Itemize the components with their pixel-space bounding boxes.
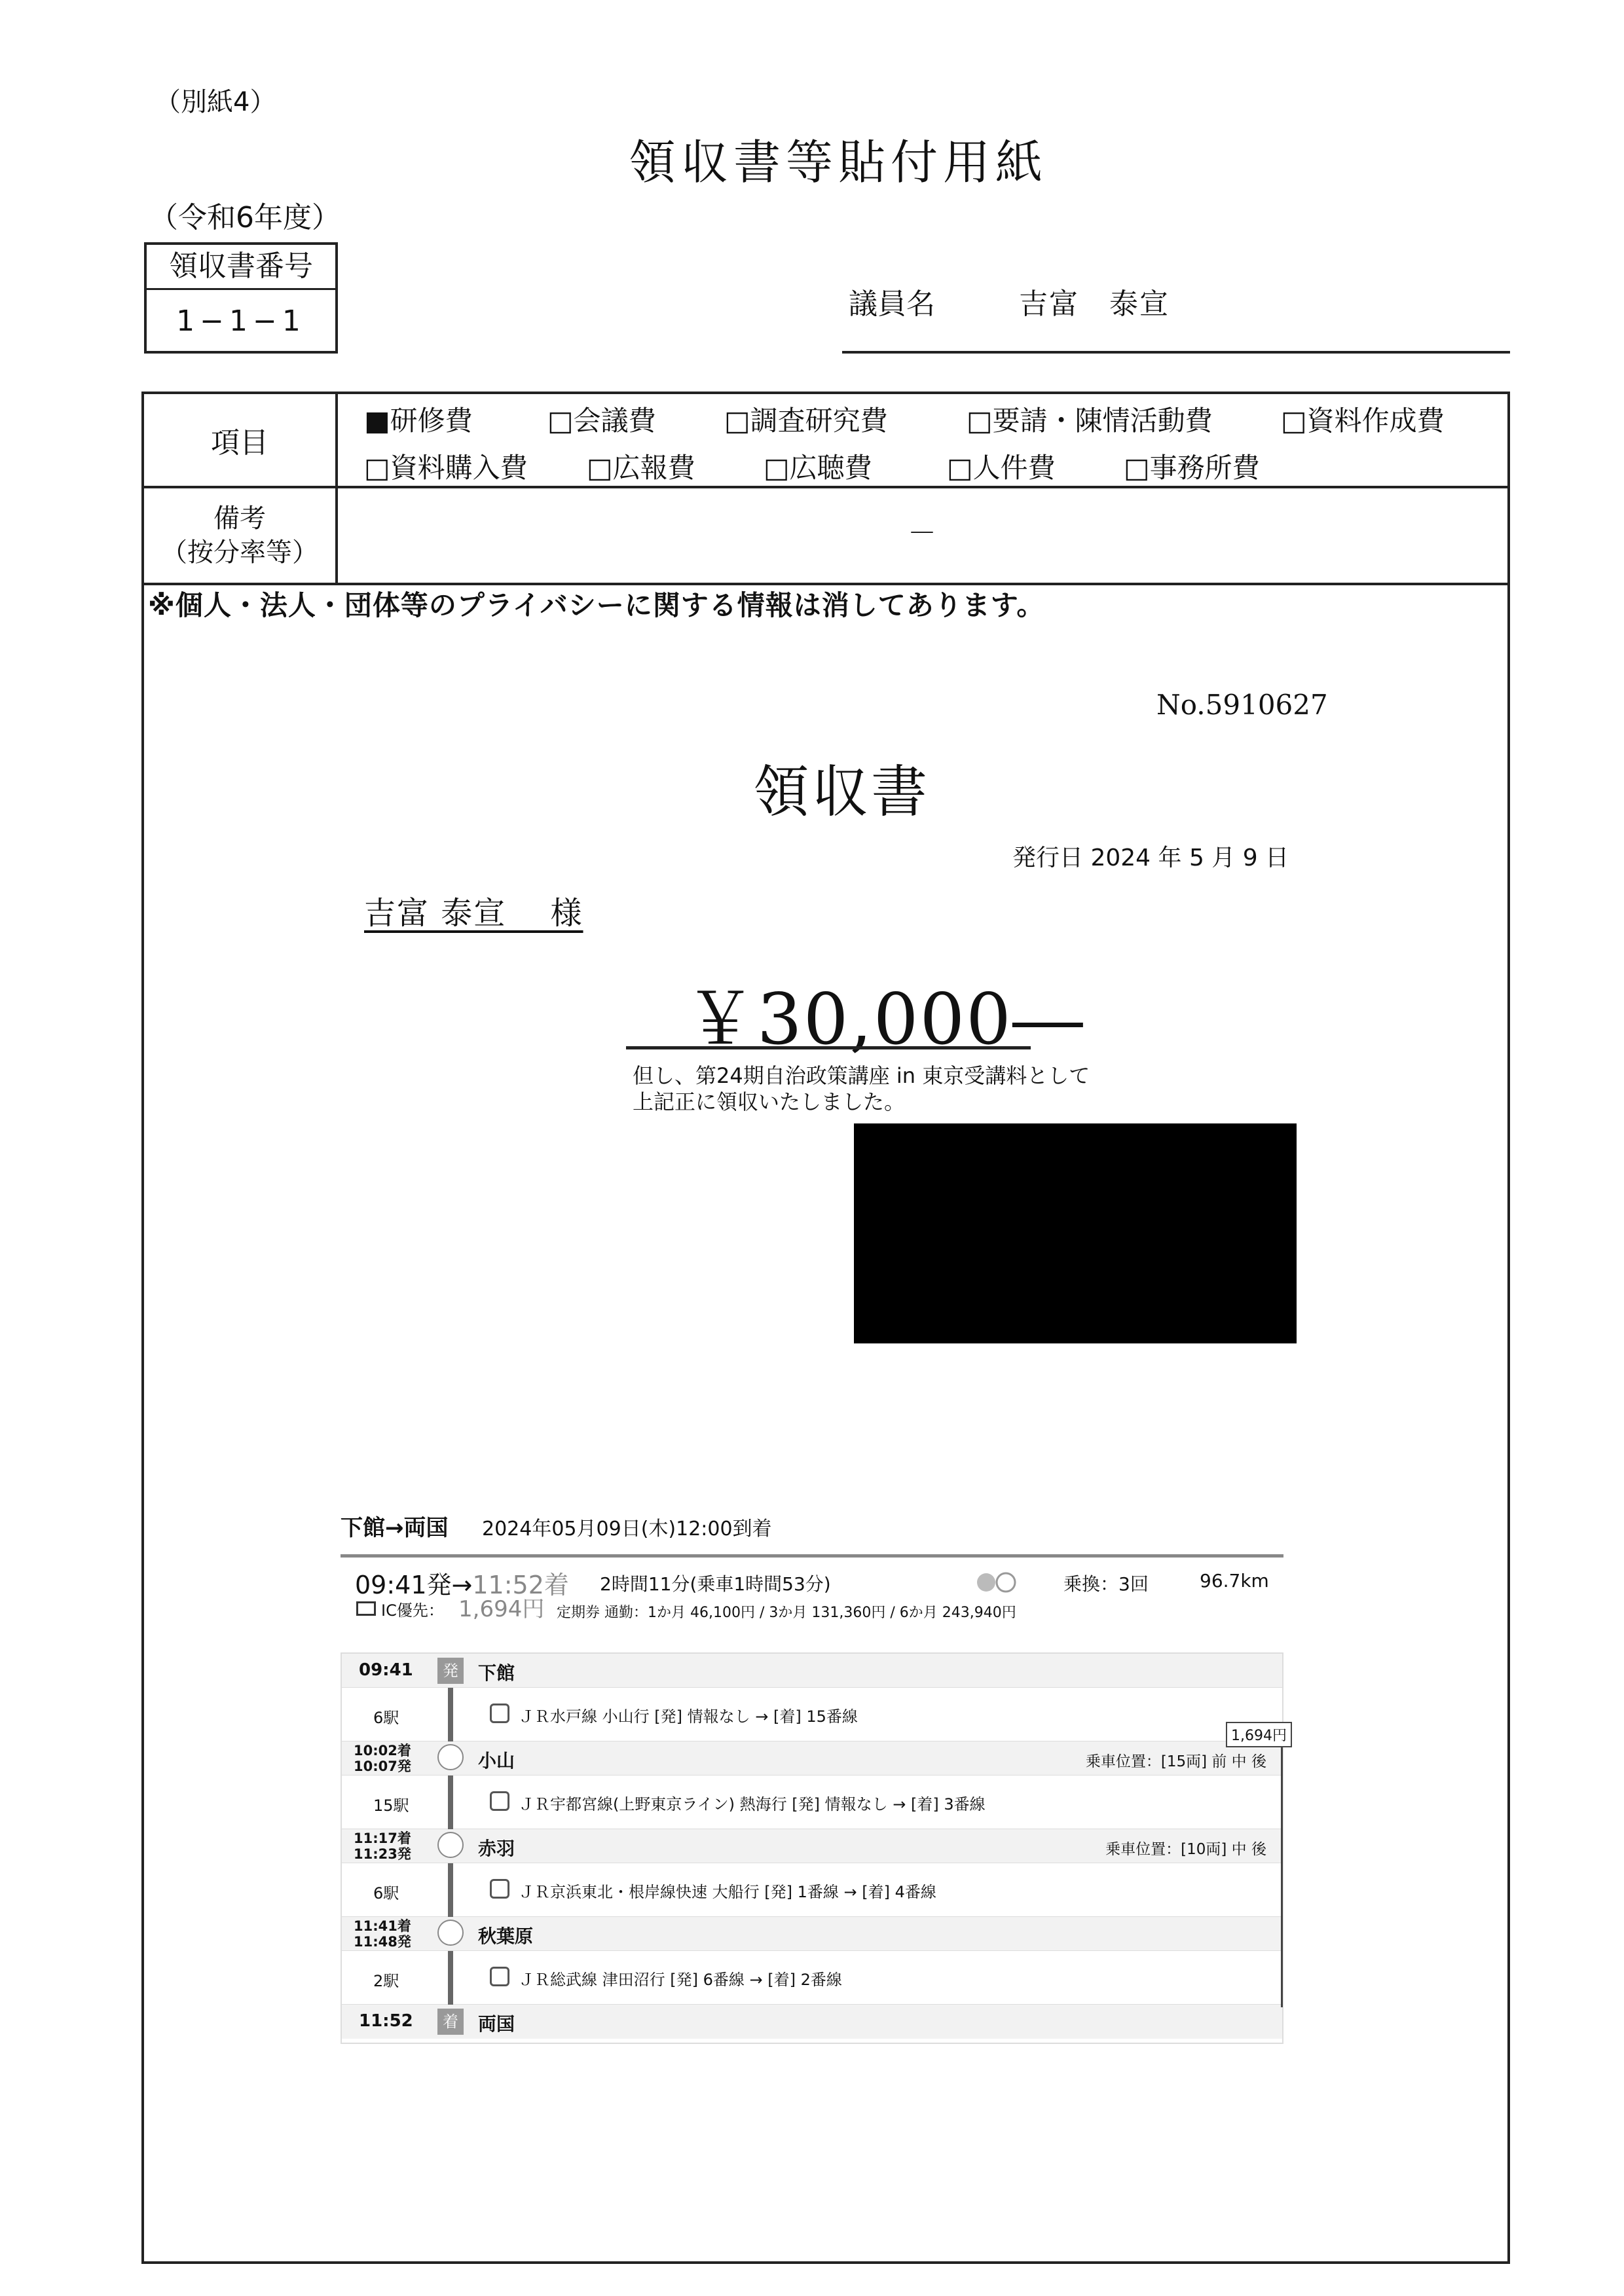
segment-line-info: ＪＲ宇都宮線(上野東京ライン) 熱海行 [発] 情報なし → [着] 3番線 — [519, 1795, 986, 1813]
station-name: 下館 — [478, 1662, 515, 1684]
segment-stop-count: 6駅 — [373, 1884, 399, 1903]
route-line-bar — [448, 1863, 453, 1917]
route-arrival-datetime: 2024年05月09日(木)12:00到着 — [482, 1518, 772, 1540]
item-label: 項目 — [211, 426, 268, 460]
fiscal-year: （令和6年度） — [149, 201, 341, 234]
station-row-akabane — [342, 1829, 1282, 1863]
category-material-creation: □資料作成費 — [1281, 405, 1445, 437]
note-row — [141, 488, 1510, 585]
document-title: 領収書等貼付用紙 — [629, 135, 1048, 190]
receipt-number-value: 1−1−1 — [176, 304, 306, 338]
category-office: □事務所費 — [1124, 452, 1260, 484]
arrival-badge: 着 — [437, 2009, 464, 2035]
segment-line-info: ＪＲ水戸線 小山行 [発] 情報なし → [着] 15番線 — [519, 1707, 858, 1726]
transfer-circle-icon — [437, 1744, 464, 1770]
station-departure-time: 10:07発 — [354, 1758, 411, 1774]
fare-type-icons — [976, 1571, 1018, 1594]
receipt-title: 領収書 — [753, 759, 930, 825]
segment-row-sobu-line — [342, 1951, 1282, 2005]
ic-priority-label: IC優先： — [381, 1601, 444, 1620]
segment-row-mito-line — [342, 1688, 1282, 1741]
discount-icon — [997, 1573, 1015, 1592]
segment-row-utsunomiya-line — [342, 1776, 1282, 1829]
receipt-amount: ￥30,000― — [685, 979, 1084, 1061]
receipt-note-line2: 上記正に領収いたしました。 — [633, 1089, 906, 1114]
station-time: 09:41 — [359, 1660, 413, 1680]
station-row-oyama — [342, 1741, 1282, 1776]
station-arrival-time: 10:02着 — [354, 1743, 411, 1758]
privacy-notice: ※個人・法人・団体等のプライバシーに関する情報は消してあります。 — [148, 589, 1045, 621]
station-row-ryogoku — [342, 2005, 1282, 2039]
category-material-purchase: □資料購入費 — [364, 452, 528, 484]
car-position: 乗車位置：[15両] 前 中 後 — [1085, 1753, 1266, 1770]
summary-arrive-time: 11:52着 — [472, 1571, 569, 1599]
route-line-bar — [448, 1688, 453, 1741]
receipt-number-label: 領収書番号 — [147, 245, 335, 290]
route-line-bar — [448, 1776, 453, 1829]
note-label — [141, 501, 338, 570]
category-training: ■研修費 — [364, 405, 473, 437]
category-public-hearing: □広聴費 — [764, 452, 872, 484]
train-icon — [490, 1791, 509, 1811]
station-time: 11:52 — [359, 2011, 413, 2031]
ic-fare: 1,694円 — [458, 1596, 545, 1622]
segment-line-info: ＪＲ総武線 津田沼行 [発] 6番線 → [着] 2番線 — [519, 1971, 842, 1989]
category-petition: □要請・陳情活動費 — [967, 405, 1213, 437]
segment-stop-count: 6駅 — [373, 1709, 399, 1727]
segment-row-keihin-tohoku-line — [342, 1863, 1282, 1917]
station-departure-time: 11:23発 — [354, 1846, 411, 1862]
note-label-line2: （按分率等） — [161, 538, 318, 568]
station-arrival-time: 11:41着 — [354, 1918, 411, 1934]
summary-distance: 96.7km — [1200, 1570, 1269, 1592]
ic-card-icon — [977, 1573, 995, 1592]
transfer-circle-icon — [437, 1832, 464, 1858]
station-name: 小山 — [478, 1750, 515, 1772]
receipt-recipient: 吉富 泰宣 様 — [364, 895, 583, 932]
station-name: 秋葉原 — [478, 1925, 534, 1947]
receipt-issue-date: 発行日 2024 年 5 月 9 日 — [1012, 845, 1289, 871]
category-public-relations: □広報費 — [587, 452, 695, 484]
departure-badge: 発 — [437, 1658, 464, 1684]
sheet-label: （別紙4） — [155, 87, 276, 117]
station-row-akihabara — [342, 1917, 1282, 1951]
redaction-block — [854, 1123, 1297, 1343]
receipt-number-box — [144, 242, 338, 354]
train-icon — [490, 1879, 509, 1899]
receipt-amount-underline — [626, 1046, 1031, 1049]
receipt-serial-number: No.5910627 — [1156, 689, 1328, 721]
receipt-note-line1: 但し、第24期自治政策講座 in 東京受講料として — [633, 1063, 1090, 1088]
category-personnel: □人件費 — [947, 452, 1056, 484]
commuter-pass-fares: 定期券 通勤：1か月 46,100円 / 3か月 131,360円 / 6か月 243,940円 — [557, 1605, 1016, 1621]
route-title: 下館→両国 — [341, 1515, 449, 1541]
note-label-line1: 備考 — [213, 503, 266, 534]
note-value: － — [908, 517, 936, 550]
station-departure-time: 11:48発 — [354, 1934, 411, 1950]
route-divider — [341, 1554, 1283, 1558]
member-name-label: 議員名 — [849, 287, 935, 321]
station-name: 両国 — [478, 2013, 515, 2035]
train-icon — [490, 1967, 509, 1986]
summary-transfers: 乗換：3回 — [1063, 1573, 1149, 1595]
member-name-underline — [842, 351, 1510, 354]
ic-card-icon — [356, 1601, 376, 1616]
station-name: 赤羽 — [478, 1838, 515, 1859]
train-icon — [490, 1704, 509, 1723]
car-position: 乗車位置：[10両] 中 後 — [1105, 1841, 1266, 1858]
summary-depart-time: 09:41発→ — [355, 1571, 473, 1599]
category-research: □調査研究費 — [724, 405, 888, 437]
station-row-shimodate — [342, 1654, 1282, 1688]
station-arrival-time: 11:17着 — [354, 1831, 411, 1846]
route-segment-table — [341, 1652, 1283, 2044]
segment-line-info: ＪＲ京浜東北・根岸線快速 大船行 [発] 1番線 → [着] 4番線 — [519, 1883, 936, 1901]
segment-stop-count: 15駅 — [373, 1796, 409, 1815]
transfer-circle-icon — [437, 1920, 464, 1946]
summary-duration: 2時間11分(乗車1時間53分) — [600, 1573, 831, 1595]
station-times — [354, 1743, 411, 1774]
station-times — [354, 1918, 411, 1950]
category-meeting: □会議費 — [547, 405, 656, 437]
route-line-bar — [448, 1951, 453, 2005]
member-name: 吉富 泰宣 — [1019, 287, 1170, 321]
fare-range-line — [1281, 1747, 1283, 2007]
segment-fare-tag: 1,694円 — [1226, 1722, 1292, 1747]
segment-stop-count: 2駅 — [373, 1972, 399, 1990]
station-times — [354, 1831, 411, 1862]
